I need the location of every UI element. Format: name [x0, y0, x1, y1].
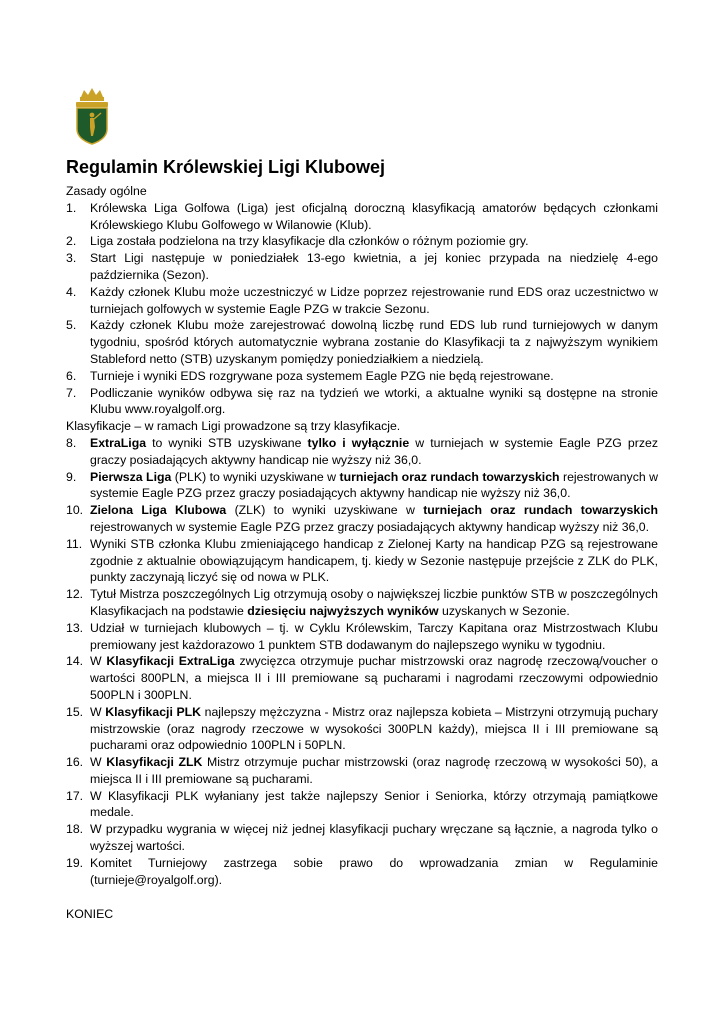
- rule-item: [66, 586, 658, 620]
- rule-text: Tytuł Mistrza poszczególnych Lig otrzymują osoby o największej liczbie punktów STB w poszczególnych Klasyfikacjach na podstawie dziesięciu najwyższych wyników uzyskanych w Sezonie.: [90, 587, 658, 618]
- rule-number: 6.: [66, 368, 77, 383]
- rule-number: 4.: [66, 284, 77, 299]
- rule-text: Królewska Liga Golfowa (Liga) jest oficjalną doroczną klasyfikacją amatorów będących członkami Królewskiego Klubu Golfowego w Wilanowie (Klub).: [90, 200, 658, 232]
- rule-item: [66, 233, 658, 250]
- rule-item: [66, 250, 658, 284]
- rule-number: 5.: [66, 318, 77, 333]
- rule-text: Wyniki STB członka Klubu zmieniającego handicap z Zielonej Karty na handicap PZG są rejestrowane zgodnie z aktualnie obowiązującym handicapem, tj. kiedy w Sezonie następuje przejście z ZLK do PLK, punkty zaczynają liczyć się od nowa w PLK.: [90, 536, 658, 585]
- rule-number: 8.: [66, 435, 77, 450]
- rule-text: Turnieje i wyniki EDS rozgrywane poza systemem Eagle PZG nie będą rejestrowane.: [90, 368, 554, 383]
- rule-number: 12.: [66, 587, 84, 602]
- rule-text: Zielona Liga Klubowa (ZLK) to wyniki uzyskiwane w turniejach oraz rundach towarzyskich rejestrowanych w systemie Eagle PZG przez graczy posiadających aktywny handicap wyższy niż 36,0.: [90, 503, 658, 534]
- rule-text: W Klasyfikacji ZLK Mistrz otrzymuje puchar mistrzowski (oraz nagrodę rzeczową w wysokości 50), a miejsca II i III premiowane są pucharami.: [90, 755, 659, 786]
- rule-item: [66, 502, 658, 536]
- rule-item: [66, 368, 658, 385]
- rule-text: Start Ligi następuje w poniedziałek 13-ego kwietnia, a jej koniec przypada na niedzielę 4-ego października (Sezon).: [90, 251, 658, 282]
- rule-item: [66, 317, 658, 367]
- rule-text: W Klasyfikacji PLK najlepszy mężczyzna - Mistrz oraz najlepsza kobieta – Mistrzyni otrzymują puchary mistrzowskie (oraz nagrody rzeczowe w wysokości 300PLN każdy), miejsca II i III premiowane są pucharami oraz odpowiednio 100PLN i 50PLN.: [90, 704, 658, 753]
- document-title: Regulamin Królewskiej Ligi Klubowej: [66, 157, 386, 177]
- section-heading-general: Zasady ogólne: [66, 184, 147, 198]
- document-end-marker: KONIEC: [66, 907, 114, 922]
- rule-item: [66, 704, 658, 754]
- rule-number: 15.: [66, 704, 84, 719]
- rule-text: Udział w turniejach klubowych – tj. w Cyklu Królewskim, Tarczy Kapitana oraz Mistrzostwach Klubu premiowany jest każdorazowo 1 punktem STB dodawanym do najlepszego wyniku w tygodniu.: [90, 620, 658, 652]
- rule-number: 11.: [66, 536, 83, 551]
- rule-number: 2.: [66, 234, 77, 249]
- rule-text: Liga została podzielona na trzy klasyfikacje dla członków o różnym poziomie gry.: [90, 234, 529, 249]
- rule-item: [66, 385, 658, 419]
- rule-item: [66, 435, 658, 469]
- rule-number: 3.: [66, 251, 77, 266]
- rule-item: [66, 536, 658, 586]
- rule-number: 19.: [66, 855, 84, 870]
- rule-text: W przypadku wygrania w więcej niż jednej klasyfikacji puchary wręczane są łącznie, a nagroda tylko o wyższej wartości.: [90, 822, 658, 854]
- rules-list-classifications: [66, 435, 658, 889]
- rule-item: [66, 653, 658, 703]
- rule-number: 16.: [66, 755, 84, 770]
- rule-item: [66, 200, 658, 234]
- crest-icon: [73, 87, 111, 145]
- section-heading-classifications: Klasyfikacje – w ramach Ligi prowadzone są trzy klasyfikacje.: [66, 419, 401, 434]
- rules-list-general: [66, 200, 658, 418]
- rule-item: [66, 620, 658, 654]
- rule-text: W Klasyfikacji PLK wyłaniany jest także najlepszy Senior i Seniorka, którzy otrzymają pamiątkowe medale.: [90, 788, 658, 820]
- rule-number: 7.: [66, 385, 77, 400]
- rule-item: [66, 788, 658, 822]
- rule-item: [66, 469, 658, 503]
- rule-number: 13.: [66, 620, 84, 635]
- rule-number: 14.: [66, 654, 84, 669]
- rule-item: [66, 754, 658, 788]
- rule-number: 17.: [66, 788, 84, 803]
- document-body: [66, 155, 658, 923]
- rule-number: 10.: [66, 503, 84, 518]
- rule-text: Pierwsza Liga (PLK) to wyniki uzyskiwane w turniejach oraz rundach towarzyskich rejestrowanych w systemie Eagle PZG przez graczy posiadających aktywny handicap nie wyższy niż 36,0.: [90, 469, 658, 501]
- rule-number: 1.: [66, 200, 77, 215]
- rule-text: Podliczanie wyników odbywa się raz na tydzień we wtorki, a aktualne wyniki są dostępne na stronie Klubu www.royalgolf.org.: [90, 385, 658, 417]
- rule-text: ExtraLiga to wyniki STB uzyskiwane tylko i wyłącznie w turniejach w systemie Eagle PZG przez graczy posiadających aktywny handicap nie wyższy niż 36,0.: [90, 435, 658, 467]
- rule-item: [66, 821, 658, 855]
- rule-text: Komitet Turniejowy zastrzega sobie prawo do wprowadzania zmian w Regulaminie (turnieje@royalgolf.org).: [90, 855, 658, 887]
- rule-item: [66, 284, 658, 318]
- rule-item: [66, 855, 658, 889]
- rule-number: 9.: [66, 469, 77, 484]
- rule-text: W Klasyfikacji ExtraLiga zwycięzca otrzymuje puchar mistrzowski oraz nagrodę rzeczową/voucher o wartości 800PLN, a miejsca II i III premiowane są pucharami i nagrodami rzeczowymi odpowiednio 500PLN i 300PLN.: [90, 654, 658, 702]
- club-crest-logo: [73, 87, 111, 145]
- rule-text: Każdy członek Klubu może uczestniczyć w Lidze poprzez rejestrowanie rund EDS oraz uczestnictwo w turniejach golfowych w systemie Eagle PZG w trakcie Sezonu.: [90, 284, 658, 316]
- rule-number: 18.: [66, 822, 84, 837]
- rule-text: Każdy członek Klubu może zarejestrować dowolną liczbę rund EDS lub rund turniejowych w danym tygodniu, spośród których automatycznie wybrana zostanie do Klasyfikacji ta z najwyższym wynikiem Stableford netto (STB) uzyskanym pomiędzy poniedziałkiem a niedzielą.: [90, 318, 658, 366]
